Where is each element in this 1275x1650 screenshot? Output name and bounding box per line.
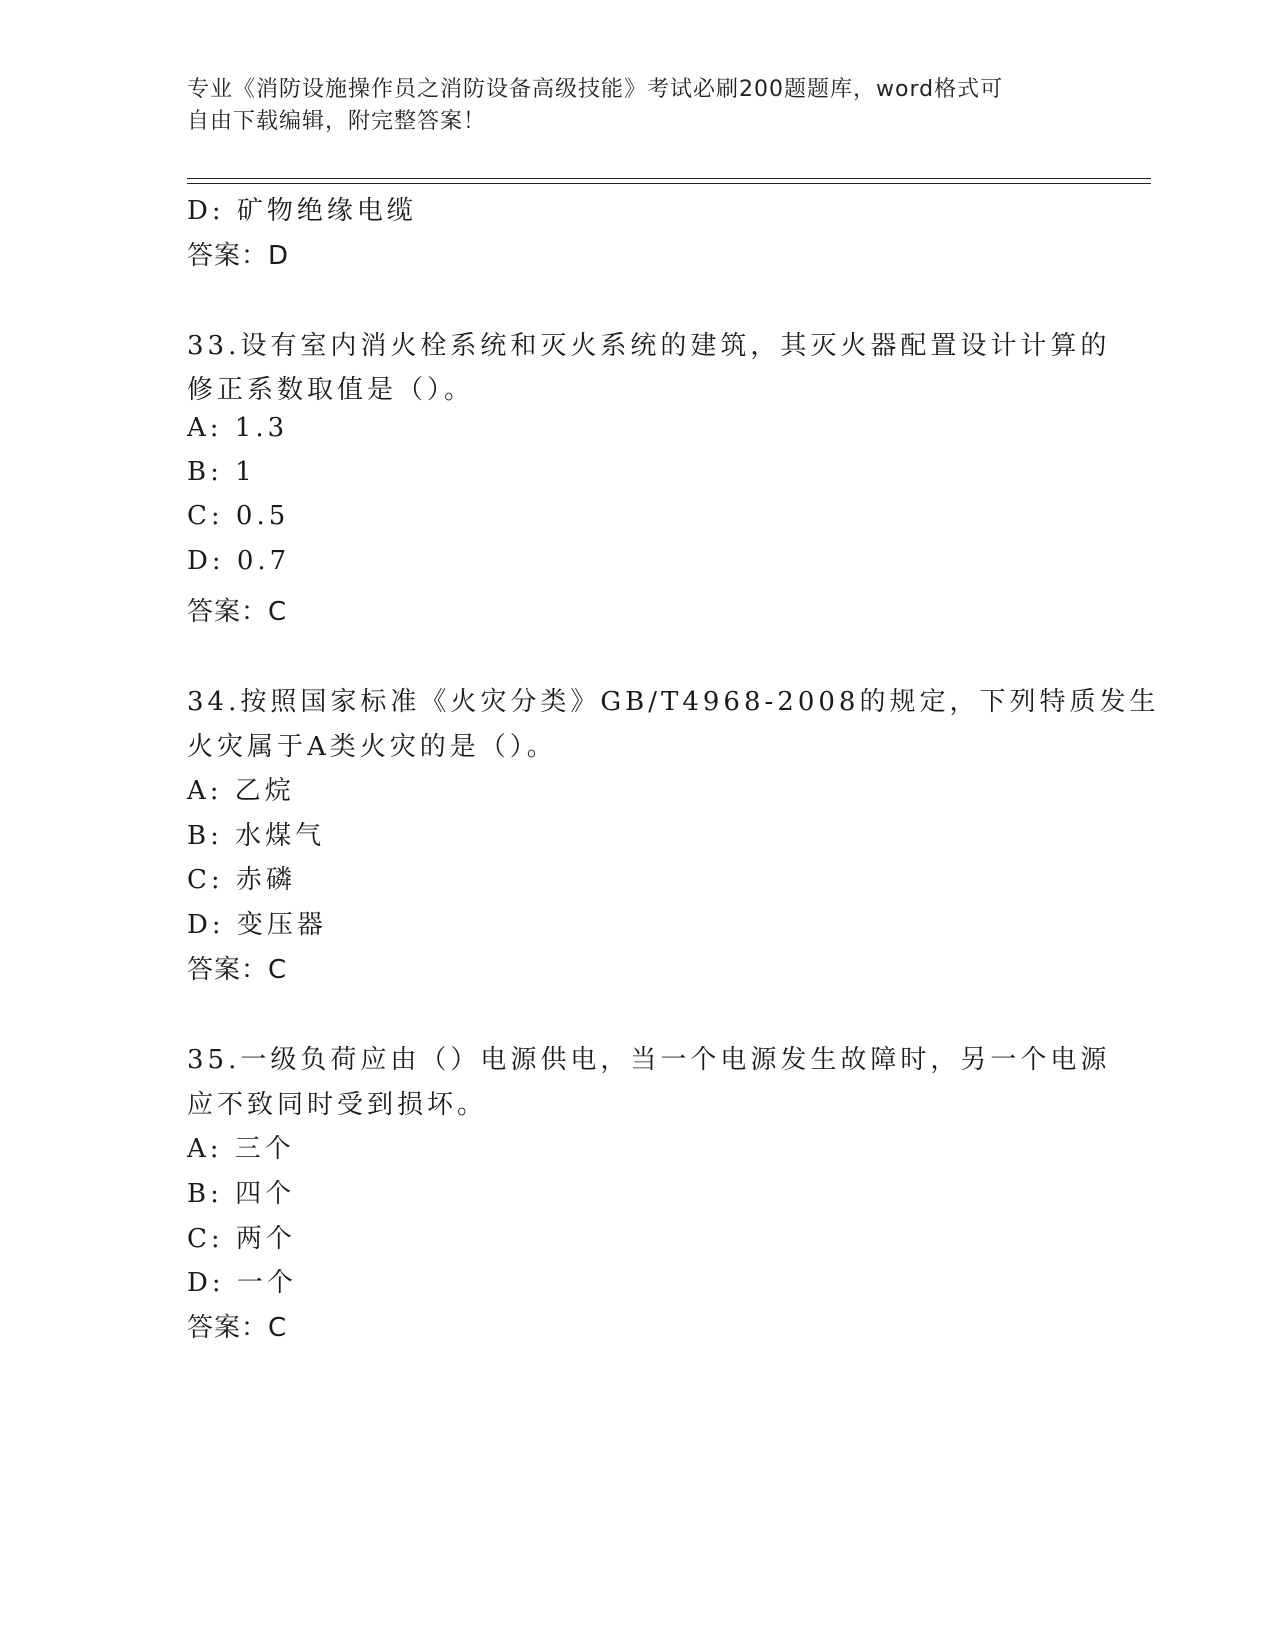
question-33-stem-line-2: 修正系数取值是（）。 <box>187 375 475 405</box>
question-35-option-a: A: 三个 <box>187 1134 295 1164</box>
header-line-2: 自由下载编辑，附完整答案！ <box>187 109 487 134</box>
document-header <box>187 74 1067 138</box>
question-33-option-d: D: 0.7 <box>187 546 291 576</box>
question-33-answer: 答案：C <box>187 597 288 627</box>
question-34-option-d: D: 变压器 <box>187 910 327 940</box>
question-35-stem-line-1: 35.一级负荷应由（）电源供电，当一个电源发生故障时，另一个电源 <box>187 1045 1111 1075</box>
prev-answer: 答案：D <box>187 241 290 271</box>
question-34-answer: 答案：C <box>187 955 288 985</box>
header-rule-top <box>187 178 1151 179</box>
question-34-option-c: C: 赤磷 <box>187 865 296 895</box>
question-35-stem-line-2: 应不致同时受到损坏。 <box>187 1090 488 1120</box>
question-35-answer: 答案：C <box>187 1313 288 1343</box>
header-rule-bottom <box>187 183 1151 184</box>
question-35-option-d: D: 一个 <box>187 1268 297 1298</box>
question-33-option-b: B: 1 <box>187 457 256 487</box>
question-34-option-a: A: 乙烷 <box>187 776 295 806</box>
question-34-stem-line-1: 34.按照国家标准《火灾分类》GB/T4968-2008的规定，下列特质发生 <box>187 687 1160 717</box>
header-line-1: 专业《消防设施操作员之消防设备高级技能》考试必刷200题题库，word格式可 <box>187 77 1004 102</box>
question-35-option-b: B: 四个 <box>187 1179 296 1209</box>
prev-option-d: D: 矿物绝缘电缆 <box>187 196 417 226</box>
question-34-stem-line-2: 火灾属于A类火灾的是（）。 <box>187 732 557 762</box>
question-34-option-b: B: 水煤气 <box>187 821 326 851</box>
question-33-option-a: A: 1.3 <box>187 413 289 443</box>
question-33-stem-line-1: 33.设有室内消火栓系统和灭火系统的建筑，其灭火器配置设计计算的 <box>187 331 1111 361</box>
question-35-option-c: C: 两个 <box>187 1224 296 1254</box>
question-33-option-c: C: 0.5 <box>187 501 290 531</box>
